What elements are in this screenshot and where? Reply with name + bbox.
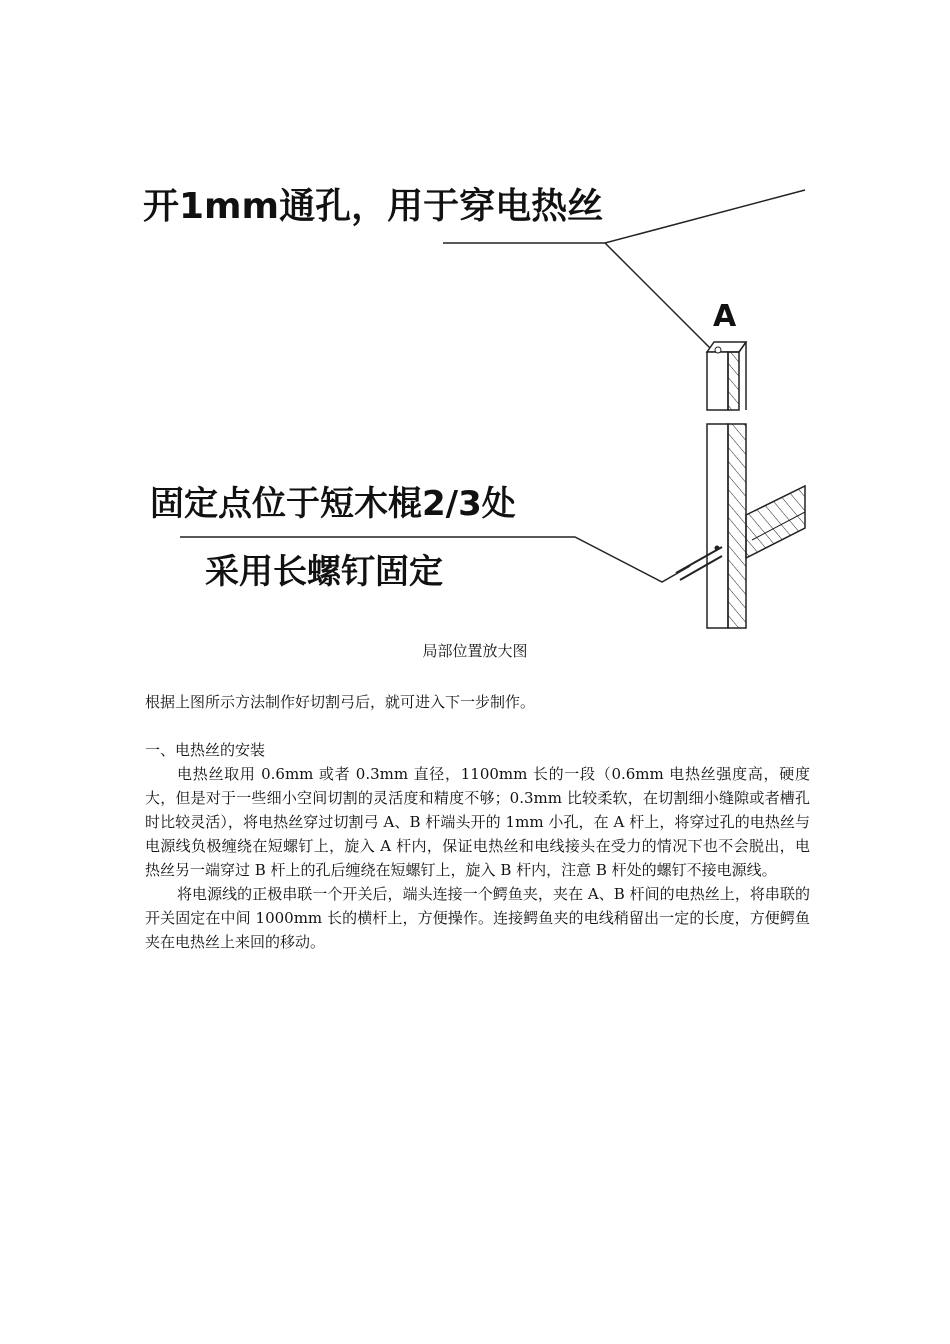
intro-paragraph: 根据上图所示方法制作好切割弓后，就可进入下一步制作。 <box>145 693 536 711</box>
rod-a-upper <box>707 342 746 410</box>
cross-bar <box>746 486 805 558</box>
screw-label: 采用长螺钉固定 <box>205 552 443 592</box>
paragraph: 电热丝取用 0.6mm 或者 0.3mm 直径，1100mm 长的一段（0.6mm 电热丝强度高，硬度大，但是对于一些细小空间切割的灵活度和精度不够；0.3mm 比较柔软，在切割细小缝隙或者槽孔时比较灵活），将电热丝穿过切割弓 A、B 杆端头开的 1mm 小孔，在 A 杆上，将穿过孔的电热丝与电源线负极缠绕在短螺钉上，旋入 A 杆内，保证电热丝和电线接头在受力的情况下也不会脱出，电热丝另一端穿过 B 杆上的孔后缠绕在短螺钉上，旋入 B 杆内，注意 B 杆处的螺钉不接电源线。 <box>145 765 810 879</box>
paragraph: 将电源线的正极串联一个开关后，端头连接一个鳄鱼夹，夹在 A、B 杆间的电热丝上，将串联的开关固定在中间 1000mm 长的横杆上，方便操作。连接鳄鱼夹的电线稍留出一定的长度，方便鳄鱼夹在电热丝上来回的移动。 <box>145 885 810 951</box>
section-heading: 一、电热丝的安装 <box>145 741 266 759</box>
figure-caption: 局部位置放大图 <box>422 642 528 660</box>
rod-a-label: A <box>713 299 737 334</box>
wire-install-section <box>145 738 810 954</box>
rod-a-lower <box>707 424 746 628</box>
hole-label: 开1mm通孔，用于穿电热丝 <box>143 186 604 227</box>
detail-figure <box>0 0 950 635</box>
hole-pointer-line <box>605 243 714 352</box>
fix-point-label: 固定点位于短木棍2/3处 <box>150 484 516 524</box>
